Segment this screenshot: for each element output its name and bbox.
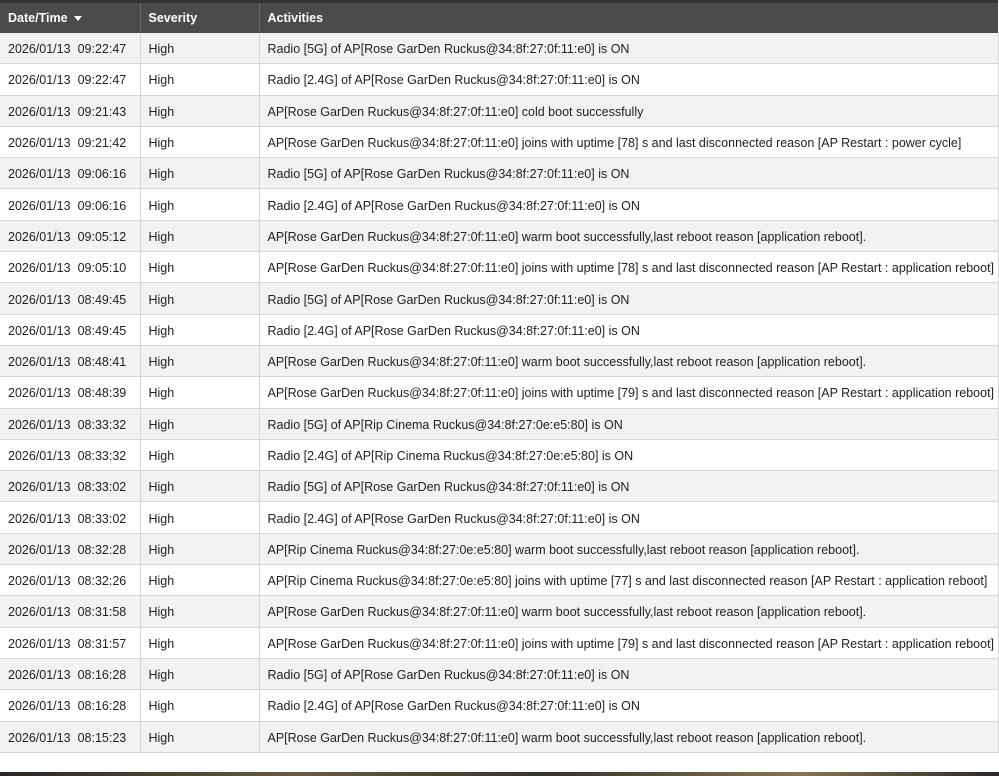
event-time: 09:05:12 (77, 229, 127, 244)
table-row[interactable] (0, 252, 998, 283)
event-date: 2026/01/13 (8, 198, 71, 213)
cell-severity: High (140, 502, 259, 533)
table-row[interactable] (0, 721, 998, 752)
table-row[interactable] (0, 189, 998, 220)
event-time: 08:32:26 (77, 574, 127, 589)
event-time: 08:33:32 (77, 449, 127, 463)
table-row[interactable] (0, 377, 998, 408)
cell-datetime (0, 408, 140, 439)
table-row[interactable] (0, 408, 998, 439)
cell-activity: Radio [5G] of AP[Rose GarDen Ruckus@34:8f:27:0f:11:e0] is ON (259, 158, 998, 189)
event-time: 08:32:28 (77, 542, 127, 557)
event-time: 09:21:42 (77, 136, 127, 151)
cell-severity: High (140, 283, 259, 314)
event-date: 2026/01/13 (8, 323, 71, 338)
event-date: 2026/01/13 (8, 511, 71, 526)
event-time: 08:16:28 (77, 699, 127, 714)
cell-datetime (0, 439, 140, 470)
cell-activity: AP[Rose GarDen Ruckus@34:8f:27:0f:11:e0] cold boot successfully (259, 95, 998, 126)
cell-activity: Radio [2.4G] of AP[Rose GarDen Ruckus@34:8f:27:0f:11:e0] is ON (259, 64, 998, 95)
event-date: 2026/01/13 (8, 574, 71, 589)
cell-activity: AP[Rose GarDen Ruckus@34:8f:27:0f:11:e0] warm boot successfully,last reboot reason [application reboot]. (259, 345, 998, 376)
cell-datetime (0, 220, 140, 251)
cell-datetime (0, 189, 140, 220)
table-row[interactable] (0, 658, 998, 689)
event-time: 09:06:16 (77, 198, 127, 213)
cell-datetime (0, 314, 140, 345)
cell-datetime (0, 126, 140, 157)
cell-severity: High (140, 533, 259, 564)
cell-datetime (0, 502, 140, 533)
event-time: 08:33:02 (77, 511, 127, 526)
cell-severity: High (140, 95, 259, 126)
cell-severity: High (140, 596, 259, 627)
event-time: 08:15:23 (77, 730, 127, 745)
event-time: 09:22:47 (77, 41, 127, 56)
cell-severity: High (140, 220, 259, 251)
background-strip (0, 772, 999, 776)
cell-severity: High (140, 126, 259, 157)
cell-datetime (0, 596, 140, 627)
cell-datetime (0, 690, 140, 721)
cell-activity: AP[Rose GarDen Ruckus@34:8f:27:0f:11:e0] warm boot successfully,last reboot reason [application reboot]. (259, 220, 998, 251)
cell-datetime (0, 345, 140, 376)
table-row[interactable] (0, 314, 998, 345)
event-date: 2026/01/13 (8, 229, 71, 244)
event-time: 08:48:39 (77, 386, 127, 401)
cell-severity: High (140, 439, 259, 470)
table-row[interactable] (0, 533, 998, 564)
table-row[interactable] (0, 345, 998, 376)
table-row[interactable] (0, 220, 998, 251)
cell-activity: AP[Rose GarDen Ruckus@34:8f:27:0f:11:e0] joins with uptime [78] s and last disconnected reason [AP Restart : power cycle] (259, 126, 998, 157)
event-time: 08:33:32 (77, 417, 127, 432)
cell-severity: High (140, 158, 259, 189)
table-row[interactable] (0, 439, 998, 470)
event-date: 2026/01/13 (8, 104, 71, 119)
cell-activity: AP[Rose GarDen Ruckus@34:8f:27:0f:11:e0] joins with uptime [79] s and last disconnected reason [AP Restart : application reboot] (259, 377, 998, 408)
cell-activity: Radio [2.4G] of AP[Rose GarDen Ruckus@34:8f:27:0f:11:e0] is ON (259, 690, 998, 721)
cell-activity: Radio [5G] of AP[Rose GarDen Ruckus@34:8f:27:0f:11:e0] is ON (259, 283, 998, 314)
event-date: 2026/01/13 (8, 605, 71, 620)
cell-severity: High (140, 658, 259, 689)
cell-activity: AP[Rip Cinema Ruckus@34:8f:27:0e:e5:80] warm boot successfully,last reboot reason [application reboot]. (259, 533, 998, 564)
cell-datetime (0, 471, 140, 502)
cell-severity: High (140, 690, 259, 721)
event-date: 2026/01/13 (8, 417, 71, 432)
cell-activity: AP[Rose GarDen Ruckus@34:8f:27:0f:11:e0] warm boot successfully,last reboot reason [application reboot]. (259, 721, 998, 752)
cell-severity: High (140, 64, 259, 95)
cell-activity: AP[Rip Cinema Ruckus@34:8f:27:0e:e5:80] joins with uptime [77] s and last disconnected reason [AP Restart : application reboot] (259, 565, 998, 596)
cell-activity: Radio [2.4G] of AP[Rip Cinema Ruckus@34:8f:27:0e:e5:80] is ON (259, 439, 998, 470)
event-date: 2026/01/13 (8, 292, 71, 307)
table-row[interactable] (0, 64, 998, 95)
event-date: 2026/01/13 (8, 261, 71, 276)
cell-activity: Radio [2.4G] of AP[Rose GarDen Ruckus@34:8f:27:0f:11:e0] is ON (259, 502, 998, 533)
cell-severity: High (140, 565, 259, 596)
cell-datetime (0, 95, 140, 126)
table-row[interactable] (0, 158, 998, 189)
event-time: 09:06:16 (77, 167, 127, 182)
cell-activity: AP[Rose GarDen Ruckus@34:8f:27:0f:11:e0] joins with uptime [78] s and last disconnected reason [AP Restart : application reboot] (259, 252, 998, 283)
event-log-body (0, 33, 998, 753)
table-row[interactable] (0, 126, 998, 157)
cell-severity: High (140, 252, 259, 283)
event-date: 2026/01/13 (8, 480, 71, 495)
table-row[interactable] (0, 33, 998, 64)
cell-datetime (0, 565, 140, 596)
cell-activity: AP[Rose GarDen Ruckus@34:8f:27:0f:11:e0] warm boot successfully,last reboot reason [application reboot]. (259, 596, 998, 627)
event-time: 08:31:57 (77, 636, 127, 651)
cell-datetime (0, 64, 140, 95)
cell-severity: High (140, 471, 259, 502)
event-time: 08:33:02 (77, 480, 127, 495)
cell-severity: High (140, 345, 259, 376)
cell-severity: High (140, 33, 259, 64)
column-header-severity[interactable] (140, 2, 259, 33)
column-header-datetime-label: Date/Time (8, 10, 68, 25)
event-time: 08:48:41 (77, 355, 127, 370)
cell-datetime (0, 252, 140, 283)
cell-activity: Radio [2.4G] of AP[Rose GarDen Ruckus@34:8f:27:0f:11:e0] is ON (259, 189, 998, 220)
sort-descending-icon[interactable] (74, 16, 82, 21)
event-time: 09:21:43 (77, 104, 127, 119)
column-header-severity-label: Severity (148, 10, 198, 25)
event-date: 2026/01/13 (8, 41, 71, 56)
cell-activity: AP[Rose GarDen Ruckus@34:8f:27:0f:11:e0] joins with uptime [79] s and last disconnected reason [AP Restart : application reboot] (259, 627, 998, 658)
event-date: 2026/01/13 (8, 636, 71, 651)
table-row[interactable] (0, 565, 998, 596)
event-date: 2026/01/13 (8, 699, 71, 714)
table-row[interactable] (0, 627, 998, 658)
cell-severity: High (140, 627, 259, 658)
table-row[interactable] (0, 283, 998, 314)
event-date: 2026/01/13 (8, 668, 71, 683)
table-row[interactable] (0, 95, 998, 126)
column-header-activities[interactable] (259, 2, 998, 33)
cell-datetime (0, 33, 140, 64)
event-date: 2026/01/13 (8, 449, 71, 463)
event-time: 08:16:28 (77, 668, 127, 683)
event-time: 08:49:45 (77, 323, 127, 338)
event-date: 2026/01/13 (8, 542, 71, 557)
table-row[interactable] (0, 690, 998, 721)
table-row[interactable] (0, 471, 998, 502)
cell-datetime (0, 158, 140, 189)
event-time: 09:05:10 (77, 261, 127, 276)
cell-datetime (0, 283, 140, 314)
event-time: 08:31:58 (77, 605, 127, 620)
cell-datetime (0, 377, 140, 408)
cell-datetime (0, 721, 140, 752)
event-time: 09:22:47 (77, 73, 127, 88)
cell-severity: High (140, 408, 259, 439)
cell-activity: Radio [5G] of AP[Rose GarDen Ruckus@34:8f:27:0f:11:e0] is ON (259, 471, 998, 502)
event-time: 08:49:45 (77, 292, 127, 307)
cell-activity: Radio [5G] of AP[Rip Cinema Ruckus@34:8f:27:0e:e5:80] is ON (259, 408, 998, 439)
table-header-row (0, 2, 998, 33)
event-date: 2026/01/13 (8, 730, 71, 745)
cell-severity: High (140, 377, 259, 408)
cell-datetime (0, 658, 140, 689)
cell-activity: Radio [5G] of AP[Rose GarDen Ruckus@34:8f:27:0f:11:e0] is ON (259, 658, 998, 689)
cell-datetime (0, 627, 140, 658)
event-date: 2026/01/13 (8, 167, 71, 182)
cell-activity: Radio [5G] of AP[Rose GarDen Ruckus@34:8f:27:0f:11:e0] is ON (259, 33, 998, 64)
column-header-activities-label: Activities (267, 10, 324, 25)
table-row[interactable] (0, 596, 998, 627)
cell-activity: Radio [2.4G] of AP[Rose GarDen Ruckus@34:8f:27:0f:11:e0] is ON (259, 314, 998, 345)
cell-datetime (0, 533, 140, 564)
event-date: 2026/01/13 (8, 136, 71, 151)
event-date: 2026/01/13 (8, 386, 71, 401)
event-date: 2026/01/13 (8, 73, 71, 88)
cell-severity: High (140, 314, 259, 345)
cell-severity: High (140, 721, 259, 752)
cell-severity: High (140, 189, 259, 220)
event-date: 2026/01/13 (8, 355, 71, 370)
table-row[interactable] (0, 502, 998, 533)
column-header-datetime[interactable] (0, 2, 140, 33)
